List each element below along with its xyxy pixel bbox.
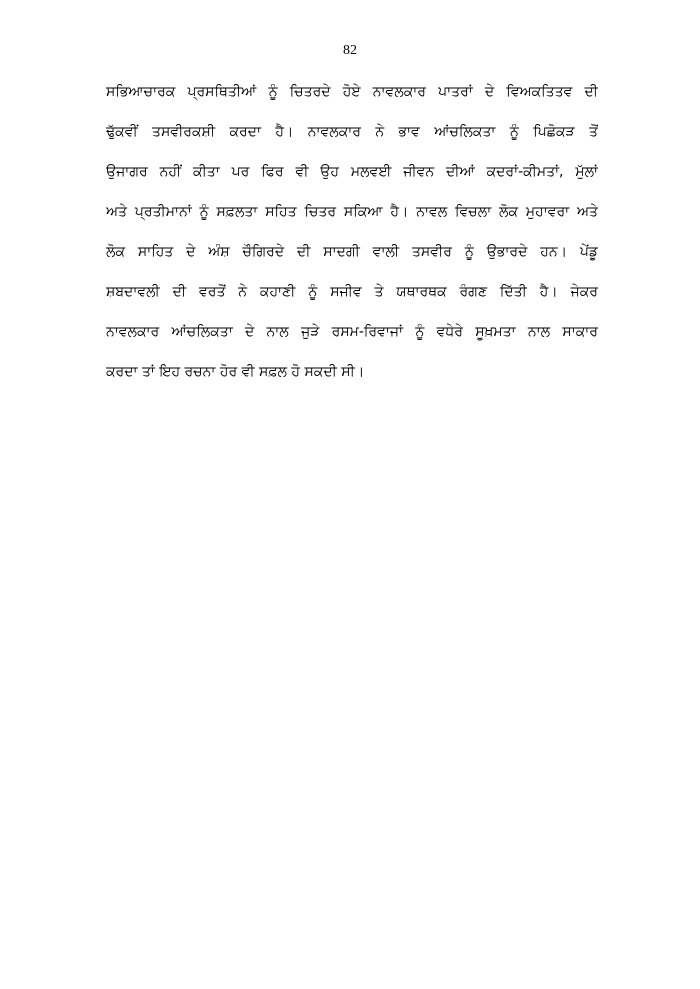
paragraph-line: ਅਤੇ ਪ੍ਰਤੀਮਾਨਾਂ ਨੂੰ ਸਫ਼ਲਤਾ ਸਹਿਤ ਚਿਤਰ ਸਕਿਆ ਹੈ। ਨਾਵਲ ਵਿਚਲਾ ਲੋਕ ਮੁਹਾਵਰਾ ਅਤੇ	[106, 204, 598, 220]
paragraph-line: ਨਾਵਲਕਾਰ ਆਂਚਲਿਕਤਾ ਦੇ ਨਾਲ ਜੁੜੇ ਰਸਮ-ਰਿਵਾਜਾਂ ਨੂੰ ਵਧੇਰੇ ਸੂਖ਼ਮਤਾ ਨਾਲ ਸਾਕਾਰ	[106, 324, 598, 340]
paragraph-line: ਸਭਿਆਚਾਰਕ ਪ੍ਰਸਥਿਤੀਆਂ ਨੂੰ ਚਿਤਰਦੇ ਹੋਏ ਨਾਵਲਕਾਰ ਪਾਤਰਾਂ ਦੇ ਵਿਅਕਤਿਤਵ ਦੀ	[106, 84, 598, 100]
paragraph-line: ਲੋਕ ਸਾਹਿਤ ਦੇ ਅੰਸ਼ ਚੌਗਿਰਦੇ ਦੀ ਸਾਦਗੀ ਵਾਲੀ ਤਸਵੀਰ ਨੂੰ ਉਭਾਰਦੇ ਹਨ। ਪੇਂਡੂ	[106, 244, 598, 260]
page-number: 82	[343, 43, 357, 58]
paragraph-line: ਢੁੱਕਵੀਂ ਤਸਵੀਰਕਸ਼ੀ ਕਰਦਾ ਹੈ। ਨਾਵਲਕਾਰ ਨੇ ਭਾਵ ਆਂਚਲਿਕਤਾ ਨੂੰ ਪਿਛੋਕੜ ਤੋਂ	[106, 124, 598, 140]
body-paragraph	[106, 72, 598, 392]
paragraph-line: ਉਜਾਗਰ ਨਹੀਂ ਕੀਤਾ ਪਰ ਫਿਰ ਵੀ ਉਹ ਮਲਵਈ ਜੀਵਨ ਦੀਆਂ ਕਦਰਾਂ-ਕੀਮਤਾਂ, ਮੁੱਲਾਂ	[106, 164, 598, 180]
paragraph-line: ਕਰਦਾ ਤਾਂ ਇਹ ਰਚਨਾ ਹੋਰ ਵੀ ਸਫ਼ਲ ਹੋ ਸਕਦੀ ਸੀ।	[106, 364, 365, 380]
paragraph-line: ਸ਼ਬਦਾਵਲੀ ਦੀ ਵਰਤੋਂ ਨੇ ਕਹਾਣੀ ਨੂੰ ਸਜੀਵ ਤੇ ਯਥਾਰਥਕ ਰੰਗਣ ਦਿੱਤੀ ਹੈ। ਜੇਕਰ	[106, 284, 598, 300]
